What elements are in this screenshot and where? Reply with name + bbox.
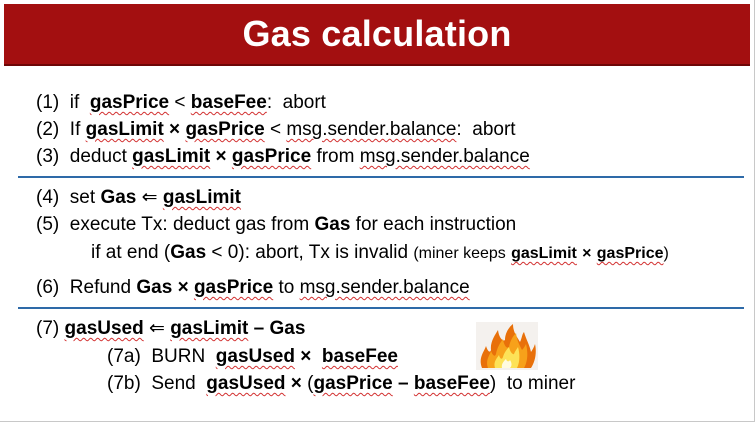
step-7b: (7b) Send gasUsed × (gasPrice – baseFee) to miner (107, 373, 576, 394)
title-bar (4, 4, 750, 66)
step-7: (7) gasUsed ⇐ gasLimit – Gas (36, 318, 306, 339)
step-7a: (7a) BURN gasUsed × baseFee (107, 346, 398, 367)
step-4: (4) set Gas ⇐ gasLimit (36, 187, 241, 208)
fire-icon (476, 322, 538, 370)
slide-title: Gas calculation (242, 13, 512, 54)
step-2: (2) If gasLimit × gasPrice < msg.sender.balance: abort (36, 119, 516, 140)
step-3: (3) deduct gasLimit × gasPrice from msg.sender.balance (36, 146, 530, 167)
step-1: (1) if gasPrice < baseFee: abort (36, 92, 326, 113)
divider-1 (18, 176, 744, 178)
divider-2 (18, 307, 744, 309)
step-6: (6) Refund Gas × gasPrice to msg.sender.balance (36, 277, 470, 298)
step-5-condition: if at end (Gas < 0): abort, Tx is invalid (miner keeps gasLimit × gasPrice) (91, 242, 669, 263)
step-5: (5) execute Tx: deduct gas from Gas for each instruction (36, 214, 517, 235)
